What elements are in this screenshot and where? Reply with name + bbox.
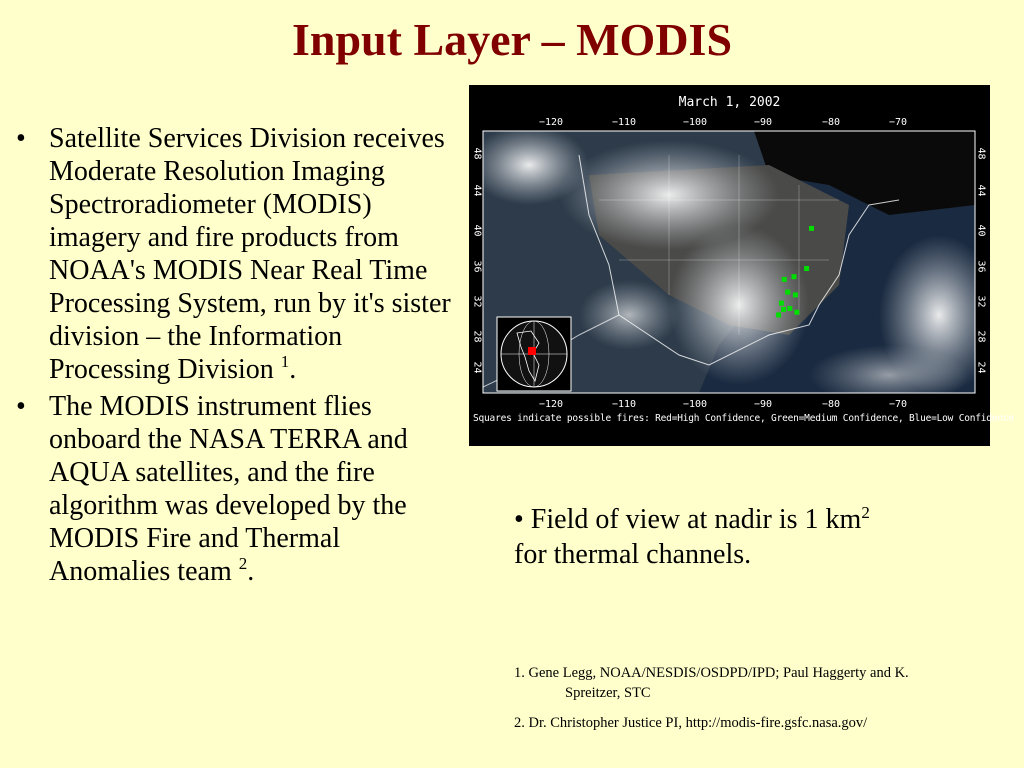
fire-marker [787,306,792,311]
reference-text: 1. Gene Legg, NOAA/NESDIS/OSDPD/IPD; Paul Haggerty and K. [514,665,909,681]
fire-marker [776,312,781,317]
lat-tick-left: 44 [471,184,483,197]
lat-tick-right: 40 [975,224,987,237]
lon-tick-top: −80 [822,117,841,128]
lon-tick-bottom: −100 [683,399,708,410]
map-caption: Squares indicate possible fires: Red=High Confidence, Green=Medium Confidence, Blue=Low Confidence [473,413,1014,424]
footnote-ref: 1 [280,352,290,371]
lon-tick-top: −110 [612,117,637,128]
lat-tick-left: 24 [471,361,483,374]
bullet-item: • Satellite Services Division receives Moderate Resolution Imaging Spectroradiometer (MODIS) imagery and fire products from NOAA's MODIS Near Real Time Processing System, run by it's sister division – the Information Processing Division $^1$. [14,122,464,386]
lat-tick-left: 36 [471,260,483,273]
fire-marker [793,292,798,297]
bullet-text: The MODIS instrument flies onboard the NASA TERRA and AQUA satellites, and the fire algorithm was developed by the MODIS Fire and Thermal Anomalies team [49,391,408,587]
inset-globe [497,317,571,391]
reference-item [514,713,994,733]
lon-tick-top: −70 [889,117,908,128]
fire-marker [809,226,814,231]
lat-tick-right: 24 [975,361,987,374]
fire-marker [779,301,784,306]
bullet-list [14,122,464,592]
lat-tick-left: 48 [471,147,483,160]
references [514,663,994,743]
satellite-image [469,85,990,446]
modis-fire-map [469,85,1014,446]
fov-text-end: for thermal channels. [514,539,752,570]
lat-tick-left: 32 [471,295,483,308]
reference-text-continued: Spreitzer, STC [565,685,651,701]
fire-marker [782,277,787,282]
fire-marker [792,274,797,279]
lon-tick-top: −90 [754,117,773,128]
lat-tick-right: 32 [975,295,987,308]
lon-tick-bottom: −70 [889,399,908,410]
bullet-text: Satellite Services Division receives Moderate Resolution Imaging Spectroradiometer (MODIS) imagery and fire products from NOAA's MODIS Near Real Time Processing System, run by it's sister division – the Information Processing Division [49,123,451,385]
lon-tick-bottom: −80 [822,399,841,410]
bullet-item: • The MODIS instrument flies onboard the NASA TERRA and AQUA satellites, and the fire algorithm was developed by the MODIS Fire and Thermal Anomalies team $^2$. [14,390,464,588]
lon-tick-top: −100 [683,117,708,128]
lat-tick-right: 44 [975,184,987,197]
lon-tick-top: −120 [539,117,564,128]
lat-tick-right: 36 [975,260,987,273]
fov-text: • Field of view at nadir is 1 km [514,504,862,535]
lon-tick-bottom: −120 [539,399,564,410]
lat-tick-right: 48 [975,147,987,160]
lat-tick-left: 40 [471,224,483,237]
fire-marker [785,290,790,295]
reference-text: 2. Dr. Christopher Justice PI, http://modis-fire.gsfc.nasa.gov/ [514,715,868,731]
slide-title: Input Layer – MODIS [291,14,733,65]
fire-marker [781,307,786,312]
lat-tick-right: 28 [975,330,987,343]
lon-tick-bottom: −110 [612,399,637,410]
fire-marker [804,266,809,271]
field-of-view-note [514,502,904,572]
map-date: March 1, 2002 [678,95,781,110]
footnote-ref: 2 [238,554,248,573]
lat-tick-left: 28 [471,330,483,343]
lon-tick-bottom: −90 [754,399,773,410]
fov-superscript: 2 [861,503,870,522]
reference-item [514,663,994,703]
fire-marker [794,310,799,315]
